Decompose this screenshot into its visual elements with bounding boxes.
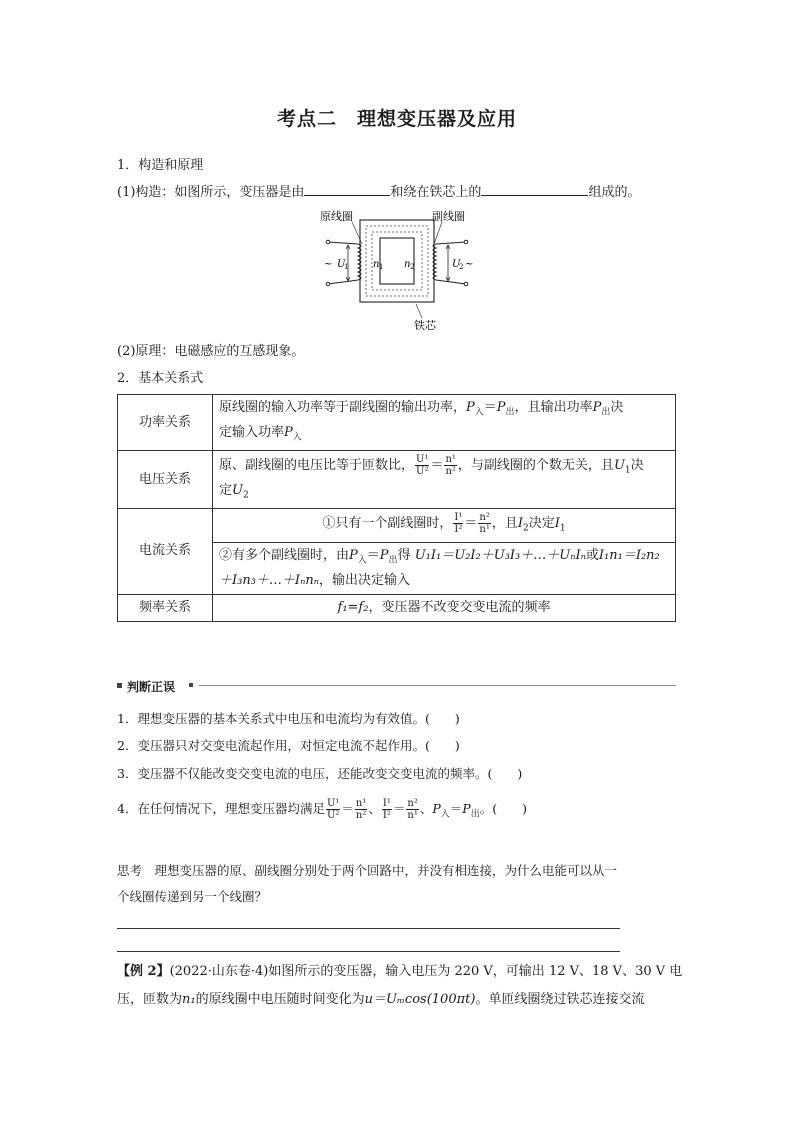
primary-lead-bottom	[328, 280, 358, 284]
frac-n-current: $\frac{\text{n²}}{\text{n¹}}$	[479, 512, 490, 536]
terminal-2	[326, 282, 330, 286]
blank-primary-coil[interactable]	[304, 182, 390, 196]
example-line-1: 【例 2】(2022·山东卷·4)如图所示的变压器，输入电压为 220 V，可输出 12 V、18 V、30 V 电	[117, 964, 683, 979]
label-u1-sub: 1	[344, 263, 349, 271]
secondary-lead-bottom	[436, 280, 466, 284]
table-row-voltage	[118, 451, 676, 509]
label-core: 铁芯	[414, 319, 436, 332]
transformer-figure	[318, 206, 478, 334]
section2-heading: 2．基本关系式	[117, 371, 204, 386]
table-row-power	[118, 395, 676, 451]
cell-voltage: 原、副线圈的电压比等于匝数比， $\frac{\text{U¹}}{\text{U²}}$ ＝ $\frac{\text{n¹}}{\text{n²}}$ ，与副线圈的个数无关，且$U_1$决 定$U_2$	[213, 451, 676, 509]
frac-i: $\frac{\text{I¹}}{\text{I²}}$	[454, 512, 463, 536]
judge-rule	[199, 685, 676, 686]
cell-power: 原线圈的输入功率等于副线圈的输出功率，$P_入=P_出$，且输出功率$P_出$决 定输入功率$P_入$	[213, 395, 676, 451]
construct-before: (1)构造：如图所示，变压器是由	[117, 185, 305, 200]
label-secondary: 副线圈	[432, 210, 465, 223]
tilde-left: ~	[324, 259, 333, 270]
label-n2-sub: 2	[410, 263, 415, 271]
table-row-frequency	[118, 594, 676, 621]
construct-sentence	[117, 182, 640, 202]
head-current: 电流关系	[118, 509, 213, 594]
label-u1: U	[337, 259, 346, 270]
label-n2: n	[404, 259, 411, 270]
terminal-4	[464, 282, 468, 286]
frac-u: $\frac{\text{U¹}}{\text{U²}}$	[416, 454, 429, 478]
judge-label: 判断正误	[127, 680, 176, 694]
label-u2-sub: 2	[459, 263, 464, 271]
construct-after: 组成的。	[588, 185, 641, 200]
head-frequency: 频率关系	[118, 594, 213, 621]
frac-n: $\frac{\text{n¹}}{\text{n²}}$	[445, 454, 456, 478]
cell-current-multi: ②有多个副线圈时，由$P_入=P_出$得 U₁I₁＝U₂I₂＋U₃I₃＋…＋UₙIₙ或I₁n₁＝I₂n₂ ＋I₃n₃＋…＋Iₙnₙ，输出决定输入	[213, 542, 676, 594]
answer-line-1[interactable]	[117, 928, 620, 929]
terminal-3	[464, 240, 468, 244]
think-line-1: 思考 理想变压器的原、副线圈分别处于两个回路中，并没有相连接，为什么电能可以从一	[117, 863, 618, 878]
tilde-right: ~	[465, 259, 474, 270]
answer-line-2[interactable]	[117, 951, 620, 952]
label-n1-sub: 1	[379, 263, 384, 271]
section1-heading: 1．构造和原理	[117, 158, 204, 173]
judge-item-4: 4．在任何情况下，理想变压器均满足 $\frac{\text{U¹}}{\text{U²}}$ ＝ $\frac{\text{n¹}}{\text{n²}}$ 、 $\frac{\text{I¹}}{\text{I²}}$ ＝ $\frac{\text{n²}}{\text{n¹}}$ 、$P_入=P_出$。( )	[117, 798, 527, 821]
secondary-lead-top	[436, 242, 466, 244]
small-square-icon	[189, 683, 193, 687]
table-row-current-single	[118, 509, 676, 543]
primary-lead-top	[328, 242, 358, 244]
construct-middle: 和绕在铁芯上的	[390, 185, 482, 200]
head-power: 功率关系	[118, 395, 213, 451]
cell-current-single: ①只有一个副线圈时， $\frac{\text{I¹}}{\text{I²}}$ ＝ $\frac{\text{n²}}{\text{n¹}}$ ，且$I_2$决定$I_1$	[213, 509, 676, 543]
square-bullet-icon	[117, 683, 122, 688]
label-primary: 原线圈	[320, 210, 353, 223]
principle-text: (2)原理：电磁感应的互感现象。	[117, 344, 305, 359]
head-voltage: 电压关系	[118, 451, 213, 509]
example-tag: 【例 2】	[117, 964, 170, 979]
label-u2: U	[452, 259, 461, 270]
judge-item-3: 3．变压器不仅能改变交变电流的电压，还能改变交变电流的频率。( )	[117, 766, 523, 781]
judge-item-1: 1．理想变压器的基本关系式中电压和电流均为有效值。( )	[117, 711, 460, 726]
page-title: 考点二 理想变压器及应用	[276, 108, 517, 130]
label-n1: n	[373, 259, 380, 270]
example-line-2: 压，匝数为n₁的原线圈中电压随时间变化为u＝Uₘcos(100πt)。单匝线圈绕过铁芯连接交流	[117, 992, 645, 1007]
terminal-1	[326, 240, 330, 244]
judge-section-bar	[117, 678, 676, 694]
relations-table	[117, 394, 676, 622]
think-line-2: 个线圈传递到另一个线圈？	[117, 889, 268, 904]
blank-secondary-coils[interactable]	[481, 182, 588, 196]
cell-frequency: f₁=f₂，变压器不改变交变电流的频率	[213, 594, 676, 621]
judge-item-2: 2．变压器只对交变电流起作用，对恒定电流不起作用。( )	[117, 738, 460, 753]
